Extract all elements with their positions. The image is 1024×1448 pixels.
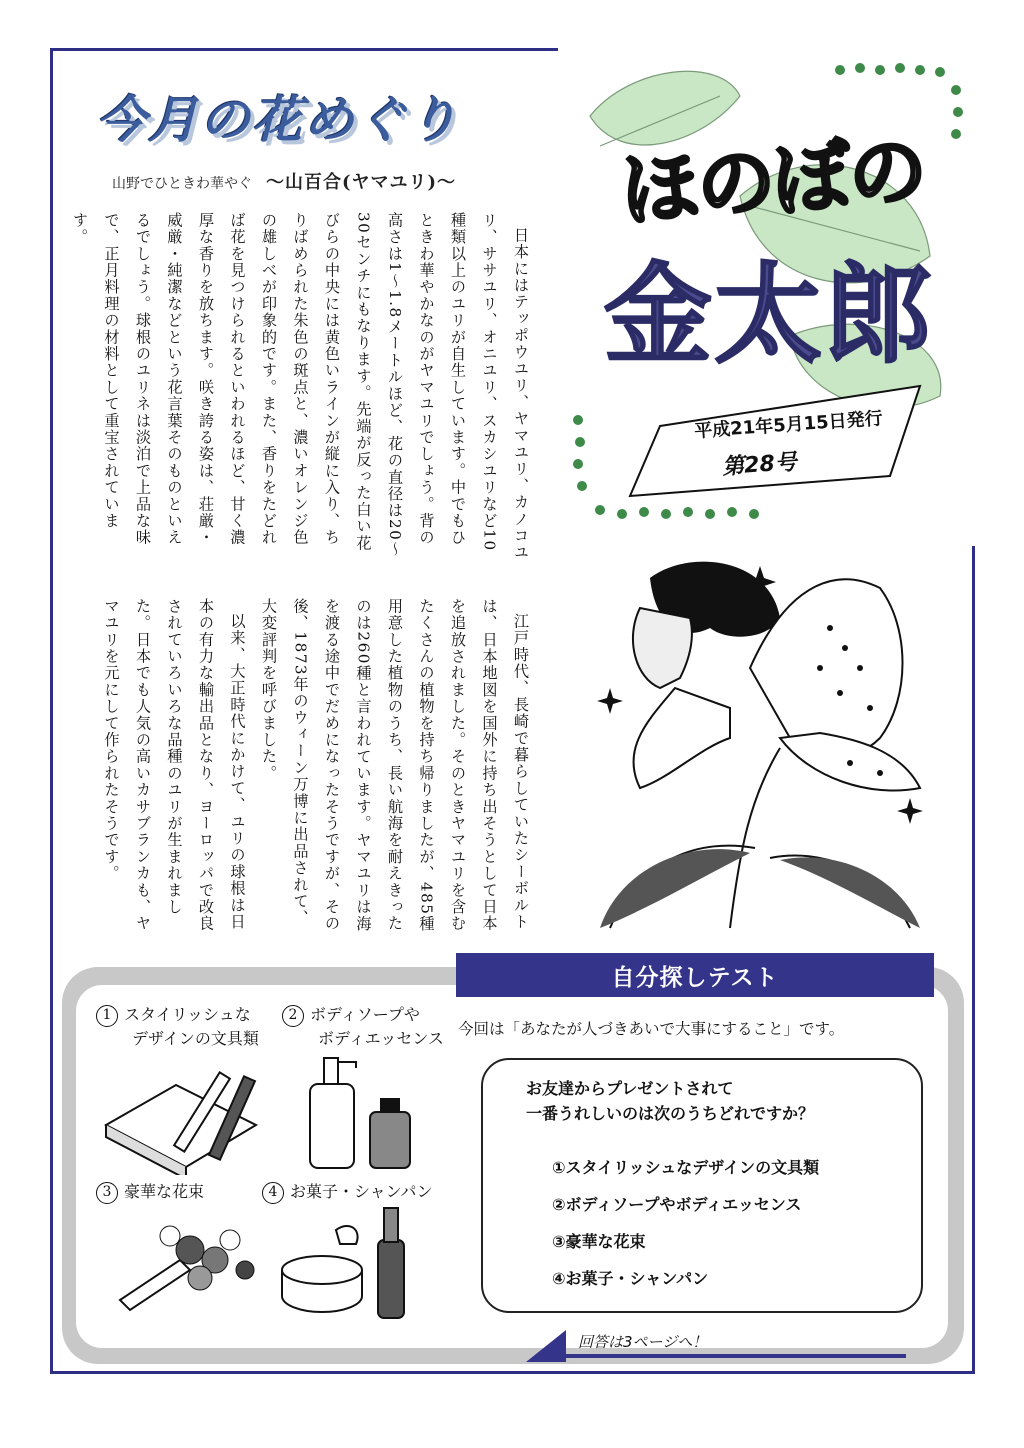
article-paragraph: 以来、大正時代にかけて、ユリの球根は日本の有力な輸出品となり、ヨーロッパで改良されていろいろな品種のユリが生まれました。日本でも人気の高いカサブランカも、ヤマユリを元にして作られたそうです。 <box>102 598 247 932</box>
test-options <box>552 1158 912 1306</box>
frame-top-rule <box>50 48 558 51</box>
option-number: 2 <box>282 1005 304 1027</box>
drawing-label-3 <box>96 1180 204 1204</box>
sweets-champagne-icon <box>280 1200 430 1320</box>
issue-ribbon <box>630 386 920 496</box>
test-option[interactable]: ②ボディソープやボディエッセンス <box>552 1195 802 1214</box>
test-header: 自分探しテスト <box>456 953 934 997</box>
frame-right-rule <box>972 546 975 1374</box>
frame-bottom-rule <box>50 1371 975 1374</box>
test-option[interactable]: ①スタイリッシュなデザインの文具類 <box>552 1158 820 1177</box>
masthead-logo-line2: 金太郎 <box>604 253 935 378</box>
masthead-logo-line1: ほのぼの <box>618 126 928 238</box>
issue-number: 第28号 <box>721 450 798 481</box>
drawing-label-text: ボディエッセンス <box>318 1029 444 1048</box>
test-option[interactable]: ④お菓子・シャンパン <box>552 1269 709 1288</box>
test-option[interactable]: ③豪華な花束 <box>552 1232 646 1251</box>
article-paragraph: 日本にはテッポウユリ、ヤマユリ、カノコユリ、ササユリ、オニユリ、スカシユリなど10種類以上のユリが自生しています。中でもひときわ華やかなのがヤマユリでしょう。背の高さは1〜1.8メートルほど、花の直径は20〜30センチにもなります。先端が反った白い花びらの中央には黄色いラインが縦に入り、ちりばめられた朱色の斑点と、濃いオレンジ色の雄しべが印象的です。また、香りをたどれば花を見つけられるといわれるほど、甘く濃厚な香りを放ちます。咲き誇る姿は、荘厳・威厳・純潔などという花言葉そのものといえるでしょう。球根のユリネは淡泊で上品な味で、正月料理の材料として重宝されています。 <box>71 212 530 562</box>
test-intro: 今回は「あなたが人づきあいで大事にすること」です。 <box>458 1020 845 1038</box>
answer-note[interactable]: 回答は3ページへ！ <box>578 1333 708 1351</box>
option-number: 1 <box>96 1005 118 1027</box>
drawing-label-2 <box>282 1003 444 1051</box>
test-question <box>526 1076 906 1126</box>
issue-date: 平成21年5月15日発行 <box>693 408 884 443</box>
woman-with-lily-icon <box>580 548 968 933</box>
drawing-label-text: ボディソープや <box>310 1005 420 1024</box>
article-lower-column <box>86 598 536 943</box>
question-line: 一番うれしいのは次のうちどれですか？ <box>526 1104 815 1123</box>
article-title: 今月の花めぐり <box>96 91 460 149</box>
article-upper-column <box>71 212 536 562</box>
subtitle-lead: 山野でひときわ華やぐ <box>112 176 252 192</box>
drawing-label-1 <box>96 1003 259 1051</box>
drawing-label-text: お菓子・シャンパン <box>290 1182 433 1201</box>
option-number: 3 <box>96 1182 118 1204</box>
article-subtitle <box>112 168 532 194</box>
stationery-icon <box>96 1055 276 1175</box>
bouquet-icon <box>100 1210 270 1320</box>
drawing-label-text: デザインの文具類 <box>132 1029 259 1048</box>
frame-left-rule <box>50 48 53 1374</box>
option-number: 4 <box>262 1182 284 1204</box>
body-soap-icon <box>300 1050 420 1170</box>
drawing-label-text: スタイリッシュな <box>124 1005 251 1024</box>
article-paragraph: 江戸時代、長崎で暮らしていたシーボルトは、日本地図を国外に持ち出そうとして日本を追放されました。そのときヤマユリを含むたくさんの植物を持ち帰りましたが、485種用意した植物のうち、長い航海を耐えきったのは260種と言われています。ヤマユリは海を渡る途中でだめになったそうですが、その後、1873年のウィーン万博に出品されて、大変評判を呼びました。 <box>260 598 530 933</box>
question-line: お友達からプレゼントされて <box>526 1079 734 1098</box>
subtitle-main: 〜山百合(ヤマユリ)〜 <box>266 172 457 193</box>
drawing-label-text: 豪華な花束 <box>124 1182 205 1201</box>
